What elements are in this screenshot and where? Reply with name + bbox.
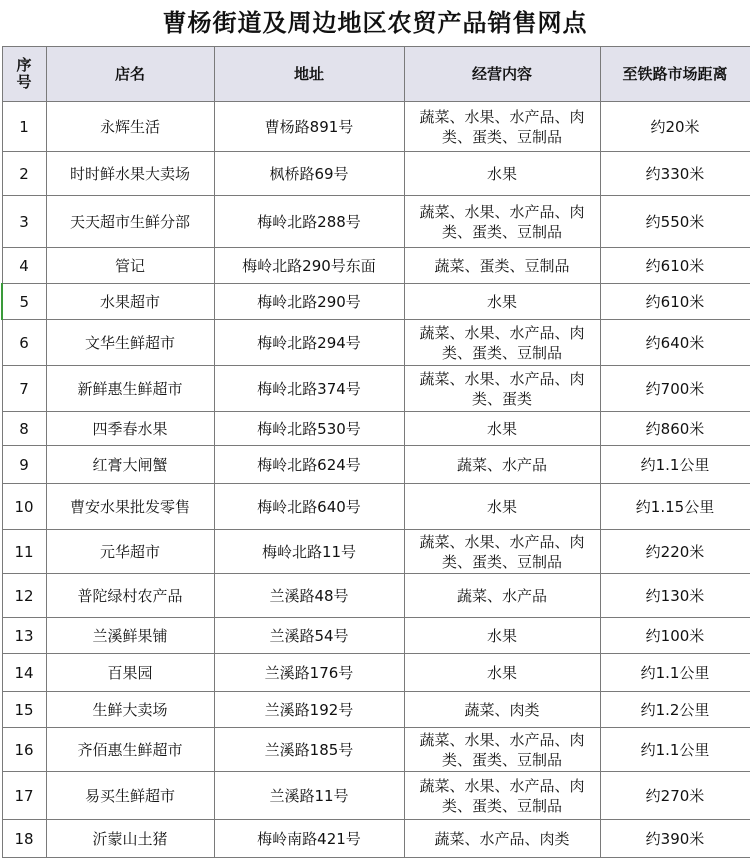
row-address: 梅岭北路530号: [214, 412, 404, 446]
row-index: 8: [2, 412, 46, 446]
row-index: 5: [2, 284, 46, 320]
row-address: 兰溪路54号: [214, 618, 404, 654]
row-distance: 约220米: [600, 530, 750, 574]
row-store-name: 易买生鲜超市: [46, 772, 214, 820]
row-store-name: 红膏大闸蟹: [46, 446, 214, 484]
row-address: 梅岭北路290号: [214, 284, 404, 320]
row-store-name: 百果园: [46, 654, 214, 692]
row-index: 16: [2, 728, 46, 772]
row-address: 梅岭北路11号: [214, 530, 404, 574]
row-distance: 约20米: [600, 102, 750, 152]
row-address: 梅岭南路421号: [214, 820, 404, 858]
row-index: 17: [2, 772, 46, 820]
row-distance: 约270米: [600, 772, 750, 820]
row-business: 蔬菜、水产品: [404, 446, 600, 484]
row-address: 梅岭北路624号: [214, 446, 404, 484]
row-distance: 约610米: [600, 284, 750, 320]
row-store-name: 沂蒙山土猪: [46, 820, 214, 858]
row-distance: 约640米: [600, 320, 750, 366]
row-index: 1: [2, 102, 46, 152]
row-business: 蔬菜、水果、水产品、肉类、蛋类: [404, 366, 600, 412]
table-row: [2, 772, 750, 820]
row-distance: 约700米: [600, 366, 750, 412]
table-row: [2, 530, 750, 574]
table-row: [2, 248, 750, 284]
table-row: [2, 152, 750, 196]
row-store-name: 元华超市: [46, 530, 214, 574]
row-index: 14: [2, 654, 46, 692]
row-business: 水果: [404, 412, 600, 446]
table-row: [2, 320, 750, 366]
row-store-name: 曹安水果批发零售: [46, 484, 214, 530]
row-store-name: 兰溪鲜果铺: [46, 618, 214, 654]
row-address: 梅岭北路640号: [214, 484, 404, 530]
table-row: [2, 446, 750, 484]
row-business: 水果: [404, 654, 600, 692]
row-store-name: 生鲜大卖场: [46, 692, 214, 728]
row-store-name: 四季春水果: [46, 412, 214, 446]
row-business: 蔬菜、水产品: [404, 574, 600, 618]
row-address: 曹杨路891号: [214, 102, 404, 152]
table-row: [2, 618, 750, 654]
row-store-name: 天天超市生鲜分部: [46, 196, 214, 248]
table-row: [2, 728, 750, 772]
row-index: 2: [2, 152, 46, 196]
row-store-name: 管记: [46, 248, 214, 284]
table-row: [2, 412, 750, 446]
row-index: 11: [2, 530, 46, 574]
row-address: 梅岭北路290号东面: [214, 248, 404, 284]
table-row: [2, 366, 750, 412]
row-distance: 约550米: [600, 196, 750, 248]
header-business: 经营内容: [404, 47, 600, 102]
row-business: 蔬菜、水果、水产品、肉类、蛋类、豆制品: [404, 196, 600, 248]
row-distance: 约1.1公里: [600, 446, 750, 484]
table-row: [2, 484, 750, 530]
row-business: 蔬菜、水果、水产品、肉类、蛋类、豆制品: [404, 772, 600, 820]
row-business: 水果: [404, 618, 600, 654]
table-body: [2, 102, 750, 858]
row-business: 蔬菜、水果、水产品、肉类、蛋类、豆制品: [404, 320, 600, 366]
header-name: 店名: [46, 47, 214, 102]
row-index: 3: [2, 196, 46, 248]
row-distance: 约1.2公里: [600, 692, 750, 728]
row-distance: 约860米: [600, 412, 750, 446]
row-index: 9: [2, 446, 46, 484]
table-header-row: [2, 47, 750, 102]
row-index: 10: [2, 484, 46, 530]
row-distance: 约1.1公里: [600, 728, 750, 772]
row-business: 蔬菜、肉类: [404, 692, 600, 728]
row-address: 兰溪路185号: [214, 728, 404, 772]
row-distance: 约330米: [600, 152, 750, 196]
row-business: 水果: [404, 284, 600, 320]
row-business: 蔬菜、水果、水产品、肉类、蛋类、豆制品: [404, 728, 600, 772]
row-store-name: 水果超市: [46, 284, 214, 320]
table-row: [2, 196, 750, 248]
table-row: [2, 654, 750, 692]
row-index: 12: [2, 574, 46, 618]
row-business: 水果: [404, 152, 600, 196]
row-business: 蔬菜、水果、水产品、肉类、蛋类、豆制品: [404, 530, 600, 574]
row-business: 水果: [404, 484, 600, 530]
row-index: 18: [2, 820, 46, 858]
row-index: 15: [2, 692, 46, 728]
row-distance: 约390米: [600, 820, 750, 858]
row-address: 枫桥路69号: [214, 152, 404, 196]
row-distance: 约1.1公里: [600, 654, 750, 692]
stores-table: [1, 46, 750, 858]
row-address: 梅岭北路294号: [214, 320, 404, 366]
table-row: [2, 692, 750, 728]
header-address: 地址: [214, 47, 404, 102]
table-row: [2, 574, 750, 618]
row-distance: 约100米: [600, 618, 750, 654]
table-row: [2, 284, 750, 320]
row-address: 梅岭北路374号: [214, 366, 404, 412]
row-address: 兰溪路48号: [214, 574, 404, 618]
header-distance: 至铁路市场距离: [600, 47, 750, 102]
row-address: 梅岭北路288号: [214, 196, 404, 248]
row-index: 13: [2, 618, 46, 654]
row-distance: 约610米: [600, 248, 750, 284]
row-index: 6: [2, 320, 46, 366]
row-store-name: 文华生鲜超市: [46, 320, 214, 366]
table-row: [2, 102, 750, 152]
row-store-name: 新鲜惠生鲜超市: [46, 366, 214, 412]
row-distance: 约130米: [600, 574, 750, 618]
row-store-name: 齐佰惠生鲜超市: [46, 728, 214, 772]
row-address: 兰溪路192号: [214, 692, 404, 728]
header-index: 序号: [2, 47, 46, 102]
row-store-name: 时时鲜水果大卖场: [46, 152, 214, 196]
row-address: 兰溪路176号: [214, 654, 404, 692]
row-index: 4: [2, 248, 46, 284]
row-index: 7: [2, 366, 46, 412]
row-store-name: 普陀绿村农产品: [46, 574, 214, 618]
row-business: 蔬菜、水产品、肉类: [404, 820, 600, 858]
row-distance: 约1.15公里: [600, 484, 750, 530]
row-store-name: 永辉生活: [46, 102, 214, 152]
table-row: [2, 820, 750, 858]
row-address: 兰溪路11号: [214, 772, 404, 820]
row-business: 蔬菜、蛋类、豆制品: [404, 248, 600, 284]
page-title: 曹杨街道及周边地区农贸产品销售网点: [162, 9, 588, 37]
row-business: 蔬菜、水果、水产品、肉类、蛋类、豆制品: [404, 102, 600, 152]
